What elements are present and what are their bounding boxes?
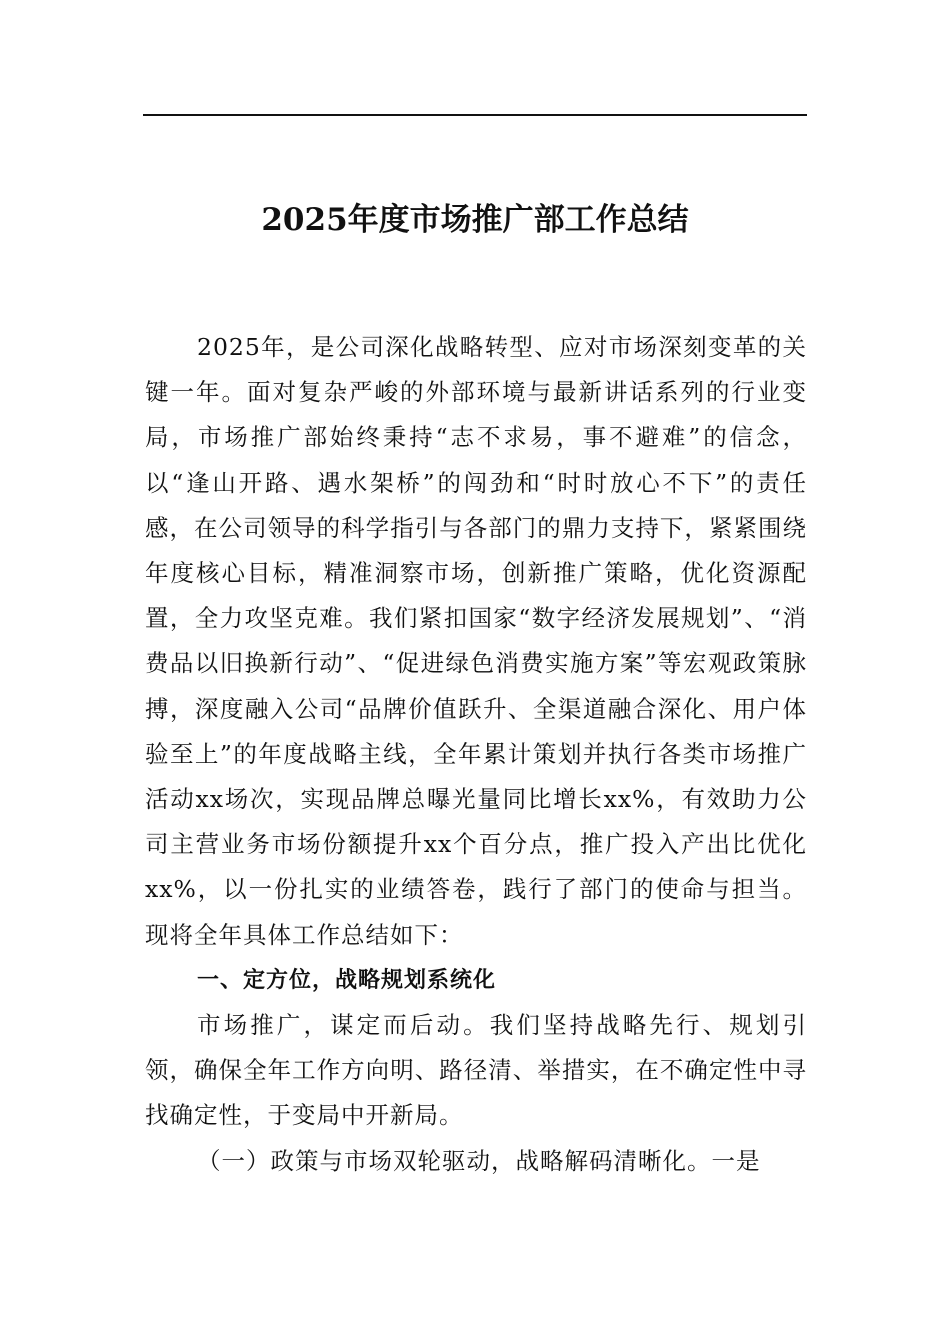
header-rule: [143, 114, 807, 116]
subsection-1-paragraph: （一）政策与市场双轮驱动，战略解码清晰化。一是: [197, 1146, 761, 1175]
document-title: 2025年度市场推广部工作总结: [261, 202, 689, 238]
section-1-paragraph: 市场推广，谋定而后动。我们坚持战略先行、规划引领，确保全年工作方向明、路径清、举措实，在不确定性中寻找确定性，于变局中开新局。: [145, 1011, 807, 1130]
section-heading-1: 一、定方位，战略规划系统化: [197, 967, 497, 993]
document-body: [145, 325, 807, 1184]
intro-paragraph: 2025年，是公司深化战略转型、应对市场深刻变革的关键一年。面对复杂严峻的外部环境与最新讲话系列的行业变局，市场推广部始终秉持“志不求易，事不避难”的信念，以“逢山开路、遇水架桥”的闯劲和“时时放心不下”的责任感，在公司领导的科学指引与各部门的鼎力支持下，紧紧围绕年度核心目标，精准洞察市场，创新推广策略，优化资源配置，全力攻坚克难。我们紧扣国家“数字经济发展规划”、“消费品以旧换新行动”、“促进绿色消费实施方案”等宏观政策脉搏，深度融入公司“品牌价值跃升、全渠道融合深化、用户体验至上”的年度战略主线，全年累计策划并执行各类市场推广活动xx场次，实现品牌总曝光量同比增长xx%，有效助力公司主营业务市场份额提升xx个百分点，推广投入产出比优化xx%，以一份扎实的业绩答卷，践行了部门的使命与担当。现将全年具体工作总结如下：: [145, 333, 807, 949]
